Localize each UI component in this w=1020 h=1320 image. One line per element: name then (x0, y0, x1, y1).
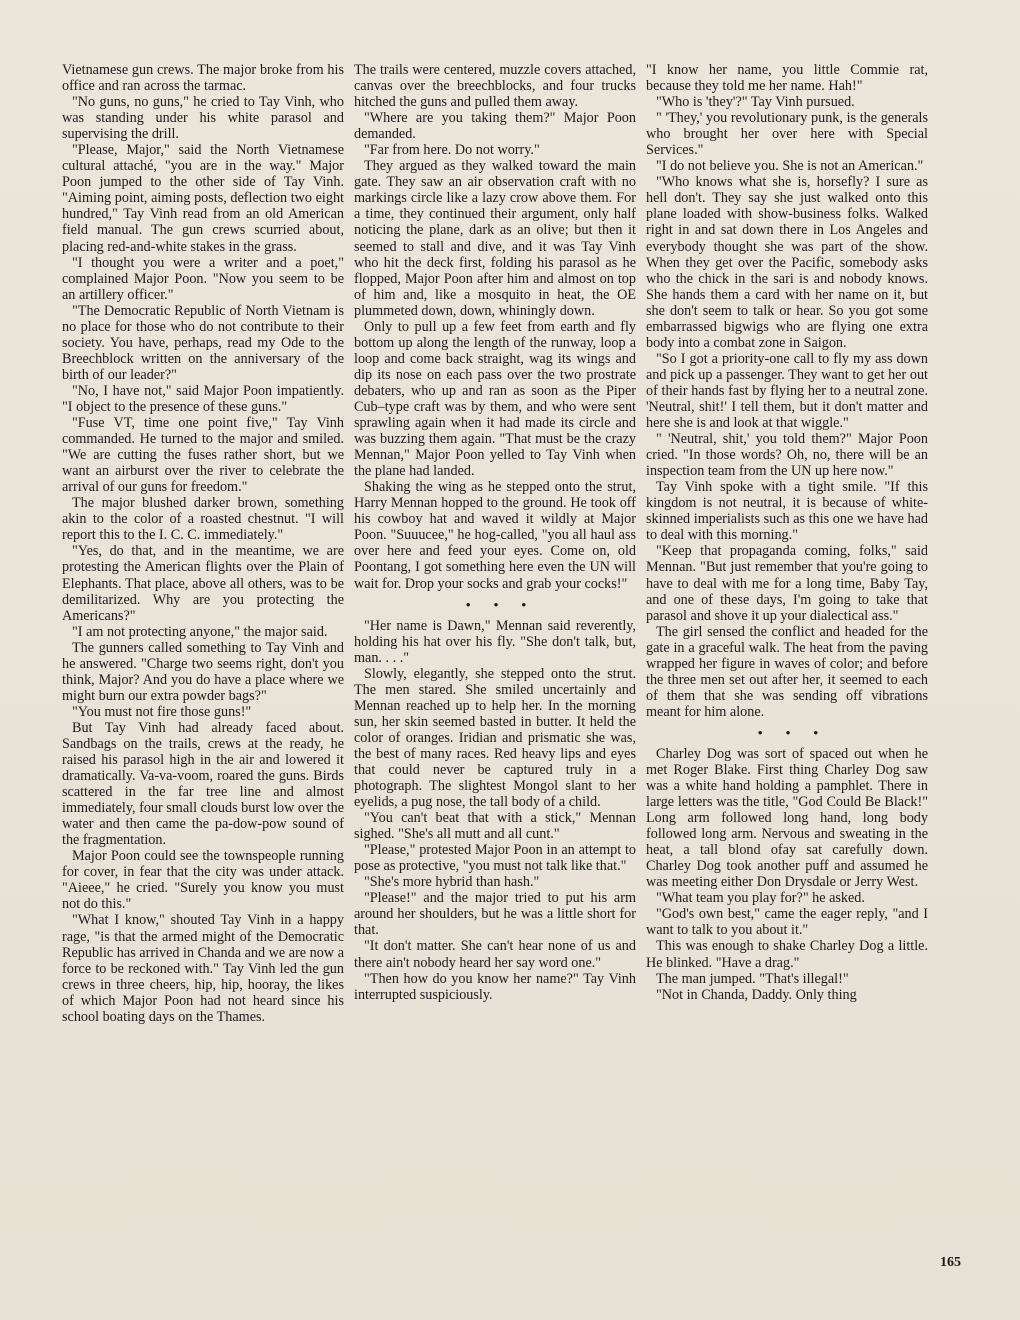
paragraph: "Far from here. Do not worry." (364, 142, 540, 159)
paragraph: "Keep that propaganda coming, folks," said Mennan. "But just remember that you're going to have to deal with me for a long time, Baby Tay, and one of these days, I'm going to take that parasol and shove it up your dialectical ass." (646, 543, 928, 624)
paragraph: "I thought you were a writer and a poet," complained Major Poon. "Now you seem to be an artillery officer." (62, 254, 344, 303)
paragraph: "No, I have not," said Major Poon impatiently. "I object to the presence of these guns." (62, 382, 344, 415)
paragraph: Shaking the wing as he stepped onto the strut, Harry Mennan hopped to the ground. He took off his cowboy hat and waved it wildly at Major Poon. "Suuucee," he hog-called, "you all haul ass over here and feed your eyes. Come on, old Poontang, I got something here even the UN will wait for. Drop your socks and grab your cocks!" (354, 479, 636, 592)
paragraph: "Please!" and the major tried to put his arm around her shoulders, but he was a little short for that. (354, 890, 636, 939)
paragraph: The trails were centered, muzzle covers attached, canvas over the breechblocks, and four trucks hitched the guns and pulled them away. (354, 62, 636, 111)
paragraph: This was enough to shake Charley Dog a little. He blinked. "Have a drag." (646, 938, 928, 971)
paragraph: "She's more hybrid than hash." (364, 874, 540, 891)
paragraph: But Tay Vinh had already faced about. Sandbags on the trails, crews at the ready, he raised his parasol high in the air and lowered it dramatically. Va-va-voom, roared the guns. Birds scattered in the far tree line and almost immediately, four small clouds burst low over the water and then came the pa-dow-pow sound of the fragmentation. (62, 719, 344, 849)
paragraph: "It don't matter. She can't hear none of us and there ain't nobody heard her say word one." (354, 938, 636, 971)
paragraph: "No guns, no guns," he cried to Tay Vinh, who was standing under his white parasol and supervising the drill. (62, 94, 344, 143)
paragraph: "Where are you taking them?" Major Poon demanded. (354, 110, 636, 143)
paragraph: "Fuse VT, time one point five," Tay Vinh commanded. He turned to the major and smiled. "We are cutting the fuses rather short, but we want an airburst over the river to celebrate the arrival of our guns for freedom." (62, 415, 344, 496)
paragraph: "What I know," shouted Tay Vinh in a happy rage, "is that the armed might of the Democratic Republic has arrived in Chanda and we are now a force to be reckoned with." Tay Vinh led the gun crews in three cheers, hip, hip, hooray, the likes of which Major Poon had not heard since his school boating days on the Thames. (62, 912, 344, 1025)
paragraph: "What team you play for?" he asked. (656, 890, 865, 907)
paragraph: Only to pull up a few feet from earth and fly bottom up along the length of the runway, loop a loop and come back straight, wag its wings and dip its nose on each pass over the two prostrate debaters, who up and ran as soon as the Piper Cub–type craft was by them, and who were sent sprawling again when it had made its circle and was buzzing them again. "That must be the crazy Mennan," Major Poon yelled to Tay Vinh when the plane had landed. (354, 318, 636, 480)
paragraph: Vietnamese gun crews. The major broke from his office and ran across the tarmac. (62, 62, 344, 95)
page-number: 165 (940, 1255, 961, 1270)
paragraph: "Please," protested Major Poon in an attempt to pose as protective, "you must not talk like that." (354, 842, 636, 875)
paragraph: Major Poon could see the townspeople running for cover, in fear that the city was under attack. "Aieee," he cried. "Surely you know you must not do this." (62, 848, 344, 913)
paragraph: "Her name is Dawn," Mennan said reverently, holding his hat over his fly. "She don't talk, but, man. . . ." (354, 617, 636, 666)
paragraph: "You can't beat that with a stick," Mennan sighed. "She's all mutt and all cunt." (354, 810, 636, 843)
paragraph: "The Democratic Republic of North Vietnam is no place for those who do not contribute to their society. You have, perhaps, read my Ode to the Breechblock written on the anniversary of the birth of our leader?" (62, 302, 344, 383)
paragraph: "Please, Major," said the North Vietnamese cultural attaché, "you are in the way." Major Poon jumped to the other side of Tay Vinh. "Aiming point, aiming posts, deflection two eight hundred," Tay Vinh read from an old American field manual. The gun crews scurried about, placing red-and-white stakes in the grass. (62, 142, 344, 255)
text-column-middle (354, 62, 636, 1003)
paragraph: "So I got a priority-one call to fly my ass down and pick up a passenger. They want to get her out of their hands fast by flying her to a neutral zone. 'Neutral, shit!' I tell them, but it don't matter and here she is and look at that wiggle." (646, 350, 928, 432)
paragraph: "Not in Chanda, Daddy. Only thing (656, 986, 857, 1003)
paragraph: "I know her name, you little Commie rat, because they told me her name. Hah!" (646, 62, 928, 95)
paragraph: "I am not protecting anyone," the major said. (72, 623, 328, 640)
paragraph: "You must not fire those guns!" (72, 703, 252, 720)
paragraph: The girl sensed the conflict and headed for the gate in a graceful walk. The heat from the paving wrapped her figure in waves of color; and before the three men set out after her, it seemed to each of them that she was sending off vibrations meant for him alone. (646, 623, 928, 720)
paragraph: "I do not believe you. She is not an American." (656, 158, 924, 175)
paragraph: Slowly, elegantly, she stepped onto the strut. The men stared. She smiled uncertainly and Mennan reached up to help her. In the morning sun, her skin seemed basted in butter. It held the color of oranges. Iridian and prismatic she was, the best of many races. Red heavy lips and eyes that could never be captured truly in a photograph. The slightest Mongol slant to her eyelids, a pug nose, the tall body of a child. (354, 665, 636, 811)
paragraph: Charley Dog was sort of spaced out when he met Roger Blake. First thing Charley Dog saw was a white hand holding a pamphlet. There in large letters was the title, "God Could Be Black!" Long arm followed long hand, long body followed long arm. Nervous and sweating in the heat, a tall blond ofay sat carefully down. Charley Dog took another puff and assumed he was meeting either Don Drysdale or Jerry West. (646, 745, 928, 891)
paragraph: "God's own best," came the eager reply, "and I want to talk to you about it." (646, 906, 928, 939)
paragraph: "Who knows what she is, horsefly? I sure as hell don't. They say she just walked onto this plane loaded with show-business folks. Walked right in and sat down there in Los Angeles and everybody thought she was part of the show. When they get over the Pacific, somebody asks who the chick in the sari is and nobody knows. She hands them a card with her name on it, but she don't seem to talk or hear. So you got some embarrassed bigwigs who are flying one extra body into a combat zone in Saigon. (646, 174, 928, 351)
paragraph: The man jumped. "That's illegal!" (656, 970, 849, 987)
paragraph: The major blushed darker brown, something akin to the color of a roasted chestnut. "I will report this to the I. C. C. immediately." (62, 495, 344, 544)
text-column-right (646, 62, 928, 1003)
paragraph: " 'Neutral, shit,' you told them?" Major Poon cried. "In those words? Oh, no, there will be an inspection team from the UN up here now." (646, 431, 928, 480)
paragraph: Tay Vinh spoke with a tight smile. "If this kingdom is not neutral, it is because of white-skinned imperialists such as this one we have had to deal with this morning." (646, 479, 928, 544)
paragraph: "Then how do you know her name?" Tay Vinh interrupted suspiciously. (354, 970, 636, 1003)
section-break: • • • (465, 596, 537, 612)
paragraph: The gunners called something to Tay Vinh and he answered. "Charge two seems right, don't you think, Major? And you do have a place where we might burn our extra powder bags?" (62, 639, 344, 704)
paragraph: They argued as they walked toward the main gate. They saw an air observation craft with no markings circle like a lazy crow above them. For a time, they continued their argument, only half noticing the plane, dark as an olive; but then it seemed to stall and dive, and it was Tay Vinh who hit the deck first, folding his parasol as he flopped, Major Poon after him and almost on top of him and, like a mosquito in heat, the OE plummeted down, down, whiningly down. (354, 158, 636, 319)
paragraph: " 'They,' you revolutionary punk, is the generals who brought her over here with Special Services." (646, 110, 928, 159)
paragraph: "Who is 'they'?" Tay Vinh pursued. (656, 94, 855, 111)
section-break: • • • (757, 724, 829, 740)
text-column-left (62, 62, 344, 1025)
paragraph: "Yes, do that, and in the meantime, we are protesting the American flights over the Plain of Elephants. That place, above all others, was to be demilitarized. Why are you protecting the Americans?" (62, 543, 344, 624)
